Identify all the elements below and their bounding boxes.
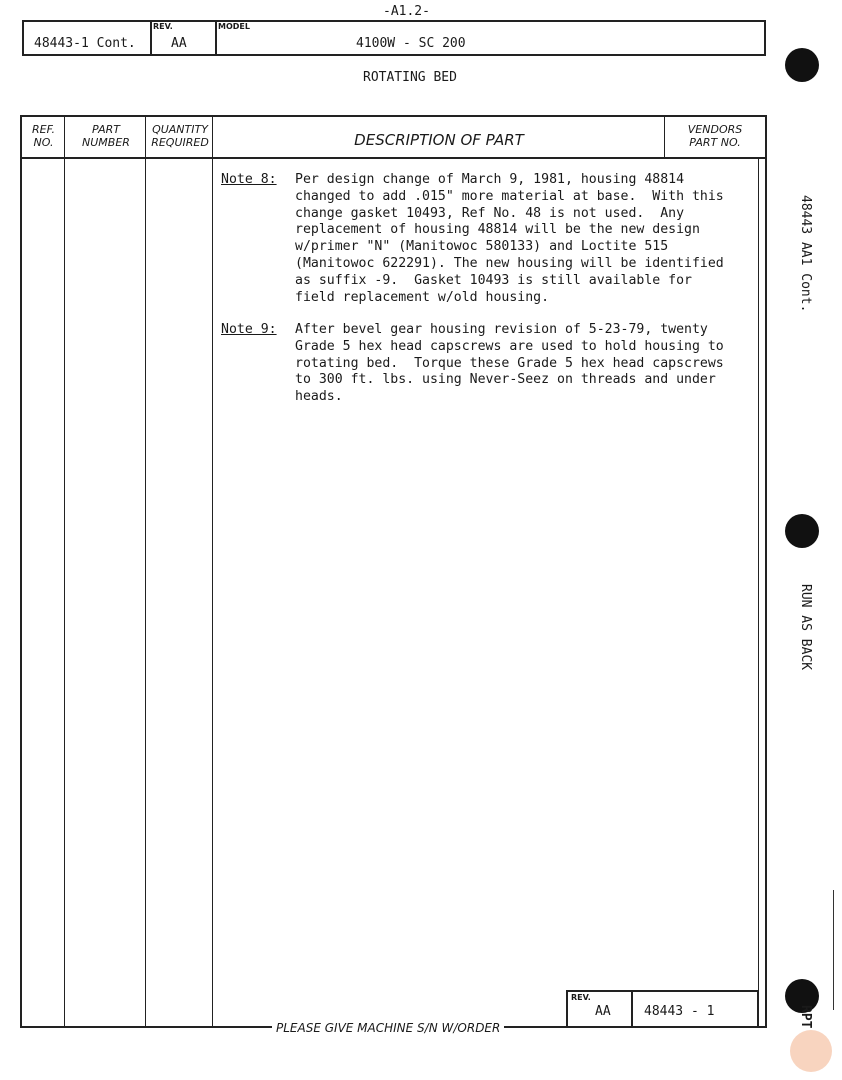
header-rev-label: REV.	[153, 22, 173, 31]
form-header-row	[22, 117, 765, 159]
header-rev: AA	[171, 36, 187, 51]
punch-hole-middle	[785, 514, 819, 548]
col-description: DESCRIPTION OF PART	[354, 131, 524, 149]
note-9-text: After bevel gear housing revision of 5-23-79, twenty Grade 5 hex head capscrews are used to hold housing to rotating bed. Torque these Grade 5 hex head capscrews to 300 ft. lbs. using Never-Seez on threads and under heads.	[295, 322, 724, 405]
footer-part-number: 48443 - 1	[644, 1004, 715, 1019]
header-model: 4100W - SC 200	[356, 36, 466, 51]
footer-rev-label: REV.	[571, 993, 591, 1002]
side-label-corner: RPT	[798, 1005, 813, 1029]
footer-note: PLEASE GIVE MACHINE S/N W/ORDER	[272, 1021, 504, 1035]
side-label-top: 48443 AA1 Cont.	[798, 195, 813, 313]
header-model-label: MODEL	[218, 22, 250, 31]
note-8-label: Note 8:	[221, 172, 277, 187]
page-subtitle: ROTATING BED	[363, 70, 457, 85]
footer-rev-box	[566, 990, 759, 1028]
page-number: -A1.2-	[383, 4, 430, 19]
note-8	[221, 172, 724, 305]
col-ref-no: REF. NO.	[32, 123, 55, 149]
side-label-middle: RUN AS BACK	[798, 584, 813, 671]
col-part-number: PART NUMBER	[82, 123, 130, 149]
parts-form	[20, 115, 767, 1028]
punch-hole-top	[785, 48, 819, 82]
watermark-logo	[790, 1030, 832, 1072]
header-part-number: 48443-1 Cont.	[34, 36, 136, 51]
note-8-text: Per design change of March 9, 1981, housing 48814 changed to add .015" more material at base. With this change gasket 10493, Ref No. 48 is not used. Any replacement of housing 48814 will be the new design w/primer "N" (Manitowoc 580133) and Loctite 515 (Manitowoc 622291). The new housing will be identified as suffix -9. Gasket 10493 is still available for field replacement w/old housing.	[295, 172, 724, 305]
note-9	[221, 322, 724, 405]
footer-rev: AA	[595, 1004, 611, 1019]
note-9-label: Note 9:	[221, 322, 277, 337]
col-vendors-part-no: VENDORS PART NO.	[687, 123, 743, 149]
col-quantity-required: QUANTITY REQUIRED	[151, 123, 209, 149]
header-box	[22, 20, 766, 56]
